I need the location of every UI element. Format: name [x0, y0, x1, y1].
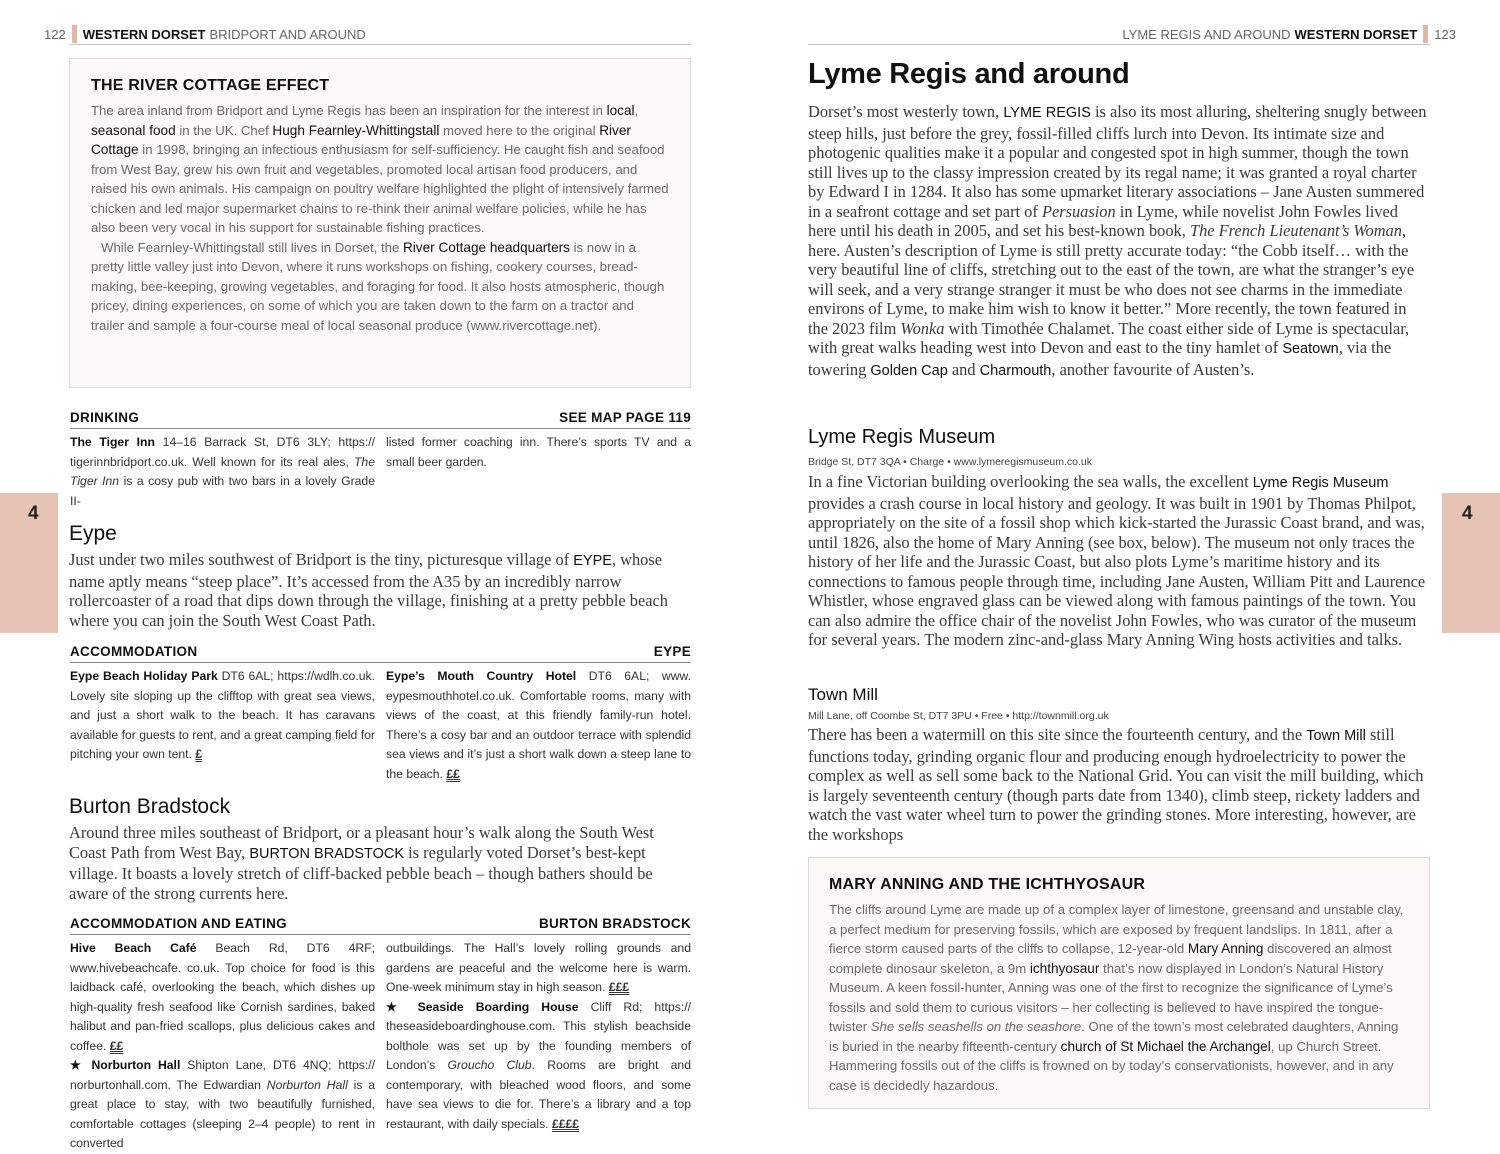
museum-heading: Lyme Regis Museum: [808, 426, 996, 448]
box-title: MARY ANNING AND THE ICHTHYOSAUR: [829, 876, 1146, 893]
mary-anning-box: [808, 857, 1430, 1109]
burton-bradstock-body: Around three miles southeast of Bridport, or a pleasant hour’s walk along the South West Coast Path from West Bay, BURTON BRADSTOCK is regularly voted Dorset’s best-kept village. It boasts a lovely stretch of cliff-backed pebble beach – though bathers should be aware of the strong currents here.: [69, 823, 654, 903]
chapter-number: 4: [1462, 503, 1473, 524]
italic-text: She sells seashells on the seashore: [870, 1019, 1082, 1034]
highlight-text: LYME REGIS: [1003, 105, 1091, 121]
list-label: DRINKING: [70, 410, 140, 425]
burton-accommodation-header: [70, 916, 691, 935]
header-subsection: BRIDPORT AND AROUND: [209, 26, 366, 42]
italic-text: Wonka: [900, 318, 945, 338]
burton-bradstock-heading: Burton Bradstock: [69, 795, 231, 818]
highlight-text: Eype Beach Holiday Park: [70, 669, 218, 683]
italic-text: Persuasion: [1041, 201, 1116, 221]
page-title: Lyme Regis and around: [808, 58, 1130, 90]
price-badge: ££££: [551, 1116, 580, 1131]
header-rule-left: [70, 44, 691, 45]
highlight-text: Golden Cap: [870, 362, 948, 379]
highlight-text: ★ Seaside Boarding House: [386, 999, 579, 1014]
italic-text: The Tiger Inn: [70, 454, 375, 488]
chapter-number: 4: [28, 503, 39, 524]
listing-column: Eype Beach Holiday Park DT6 6AL; https://wdlh.co.uk. Lovely site sloping up the clifftop with great sea views, and just a short walk to the beach. It has caravans available for guests to rent, and a great camping field for pitching your own tent. £: [70, 669, 375, 761]
header-accent-bar: [1423, 25, 1428, 43]
eype-accommodation-header: [70, 644, 691, 663]
highlight-text: Mary Anning: [1187, 941, 1264, 956]
see-map-link[interactable]: SEE MAP PAGE 119: [559, 410, 691, 425]
listing-column: listed former coaching inn. There’s sports TV and a small beer garden.: [386, 435, 691, 469]
price-badge: ££: [109, 1038, 124, 1053]
town-mill-body: There has been a watermill on this site since the fourteenth century, and the Town Mill still functions today, grinding organic flour and producing enough hydroelectricity to power the complex as well as sell some back to the National Grid. You can visit the mill building, which is largely seventeenth century (though parts date from 1340), climb steep, rickety ladders and watch the vast water wheel turn to power the grinding stones. More interesting, however, are the workshops: [808, 725, 1424, 844]
list-location: BURTON BRADSTOCK: [538, 916, 691, 931]
page-number-right: 123: [1434, 26, 1456, 42]
listing-column: Hive Beach Café Beach Rd, DT6 4RF; www.hivebeachcafe. co.uk. Top choice for food is this laidback café, overlooking the beach, which dishes up high-quality fresh seafood like Cornish sardines, baked halibut and pan-fried scallops, plus delicious cakes and coffee. ££ ★ Norburton Hall Shipton Lane, DT6 4NQ; https:// norburtonhall.com. The Edwardian Norburton Hall is a great place to stay, with two beautifully furnished, comfortable cottages (sleeping 2–4 people) to rent in converted: [70, 941, 375, 1150]
highlight-text: seasonal food: [91, 122, 176, 138]
chapter-tab-right[interactable]: [1442, 493, 1500, 633]
list-label: ACCOMMODATION: [70, 644, 198, 659]
running-header-right: [1122, 24, 1456, 44]
italic-text: The French Lieutenant’s Woman: [1189, 221, 1402, 240]
river-cottage-box: [69, 58, 691, 388]
header-subsection: LYME REGIS AND AROUND: [1122, 26, 1291, 42]
highlight-text: ichthyosaur: [1029, 960, 1100, 976]
running-header-left: [44, 24, 366, 44]
price-badge: ££: [446, 766, 460, 781]
listing-column: Eype’s Mouth Country Hotel DT6 6AL; www. eypesmouthhotel.co.uk. Comfortable rooms, many with views of the coast, at this friendly family-run hotel. There’s a cosy bar and an outdoor terrace with splendid sea views and it’s just a short walk down a steep lane to the beach. ££: [386, 669, 692, 781]
header-rule-right: [808, 44, 1430, 45]
italic-text: Norburton Hall: [266, 1077, 348, 1092]
lyme-regis-intro: Dorset’s most westerly town, LYME REGIS is also its most alluring, sheltering snugly between steep hills, just before the grey, fossil-filled cliffs lurch into Devon. Its intimate size and photogenic qualities make it a popular and congested spot in high summer, though the town still lives up to the classy impression created by its regal name; it was granted a royal charter by Edward I in 1284. It also has some upmarket literary associations – Jane Austen summered in a seafront cottage and set part of Persuasion in Lyme, while novelist John Fowles lived here until his death in 2005, and set his best-known book, The French Lieutenant’s Woman, here. Austen’s description of Lyme is still pretty accurate today: “the Cobb itself… with the very beautiful line of cliffs, stretching out to the east of the town, are what the stranger’s eye will seek, and a very strange stranger it must be who does not see charms in the immediate environs of Lyme, to make him wish to know it better.” More recently, the town featured in the 2023 film Wonka with Timothée Chalamet. The coast either side of Lyme is spectacular, with great walks heading west into Devon and east to the tiny hamlet of Seatown, via the towering Golden Cap and Charmouth, another favourite of Austen’s.: [808, 102, 1427, 379]
town-mill-heading: Town Mill: [808, 685, 878, 704]
highlight-text: Town Mill: [1306, 728, 1366, 744]
eype-heading: Eype: [69, 522, 117, 545]
eype-body: Just under two miles southwest of Bridport is the tiny, picturesque village of EYPE, whose name aptly means “steep place”. It’s accessed from the A35 by an incredibly narrow rollercoaster of a road that dips down through the village, finishing at a pretty pebble beach where you can join the South West Coast Path.: [69, 550, 668, 630]
highlight-text: ★ Norburton Hall: [70, 1058, 181, 1072]
museum-body: In a fine Victorian building overlooking the sea walls, the excellent Lyme Regis Museum provides a crash course in local history and geology. It was built in 1901 by Thomas Philpot, appropriately on the site of a fossil shop which kick-started the Jurassic Coast brand, and was, until 1826, also the home of Mary Anning (see box, below). The museum not only traces the history of her life and the Jurassic Coast, but also plots Lyme’s maritime history and its connections to famous people through time, including Jane Austen, William Pitt and Laurence Whistler, whose engraved glass can be viewed along with famous paintings of the town. You can also admire the office chair of the novelist John Fowles, who was curator of the museum for several years. The modern zinc-and-glass Mary Anning Wing hosts activities and talks.: [808, 472, 1426, 649]
italic-text: Groucho Club: [447, 1058, 532, 1072]
highlight-text: River Cottage headquarters: [402, 239, 570, 255]
highlight-text: local: [606, 103, 635, 118]
highlight-text: Hive Beach Café: [70, 941, 197, 955]
listing-column: The Tiger Inn 14–16 Barrack St, DT6 3LY; https:// tigerinnbridport.co.uk. Well known for its real ales, The Tiger Inn is a cosy pub with two bars in a lovely Grade II-: [70, 435, 375, 508]
box-paragraph: While Fearnley-Whittingstall still lives in Dorset, the River Cottage headquarters is now in a pretty little valley just into Devon, where it runs workshops on fishing, cookery courses, bread-making, bee-keeping, growing vegetables, and foraging for food. It also hosts atmospheric, though pricey, dining experiences, on some of which you are taken down to the farm on a tractor and trailer and sample a four-course meal of local seasonal produce (www.rivercottage.net).: [91, 239, 665, 333]
price-badge: £££: [608, 980, 630, 994]
town-mill-meta: Mill Lane, off Coombe St, DT7 3PU • Free • http://townmill.org.uk: [808, 710, 1109, 722]
listing-column: outbuildings. The Hall’s lovely rolling grounds and gardens are peaceful and the welcome here is warm. One-week minimum stay in high season. £££ ★ Seaside Boarding House Cliff Rd; https:// theseasideboardinghouse.com. This stylish beachside bolthole was set up by the founding members of London’s Groucho Club. Rooms are bright and contemporary, with bleached wood floors, and some have sea views to die for. There’s a library and a top restaurant, with daily specials. ££££: [386, 941, 692, 1131]
highlight-text: Eype’s Mouth Country Hotel: [386, 669, 577, 683]
page-number-left: 122: [44, 26, 66, 42]
box-title: THE RIVER COTTAGE EFFECT: [91, 77, 330, 94]
highlight-text: EYPE: [573, 553, 612, 569]
highlight-text: The Tiger Inn: [70, 435, 155, 449]
highlight-text: Hugh Fearnley-Whittingstall: [272, 122, 440, 138]
museum-meta: Bridge St, DT7 3QA • Charge • www.lymeregismuseum.co.uk: [808, 456, 1092, 468]
chapter-tab-left[interactable]: [0, 493, 58, 633]
drinking-list-header: [70, 410, 691, 429]
drinking-listings: [70, 433, 691, 511]
highlight-text: River Cottage: [91, 122, 631, 157]
header-accent-bar: [72, 25, 77, 43]
highlight-text: Seatown: [1282, 341, 1339, 357]
highlight-text: Charmouth: [979, 362, 1052, 379]
box-paragraph: The cliffs around Lyme are made up of a complex layer of limestone, greensand and unstable clay, a perfect medium for preserving fossils, which are exposed by frequent landslips. In 1811, after a fierce storm caused parts of the cliffs to collapse, 12-year-old Mary Anning discovered an almost complete dinosaur skeleton, a 9m ichthyosaur that’s now displayed in London’s Natural History Museum. A keen fossil-hunter, Anning was one of the first to recognize the significance of Lyme’s fossils and sold them to curious visitors – her collecting is believed to have inspired the tongue-twister She sells seashells on the seashore. One of the town’s most celebrated daughters, Anning is buried in the nearby fifteenth-century church of St Michael the Archangel, up Church Street. Hammering fossils out of the cliffs is frowned on by today’s conservationists, however, and in any case is decidedly hazardous.: [829, 902, 1404, 1093]
highlight-text: Lyme Regis Museum: [1252, 475, 1389, 491]
box-paragraph: The area inland from Bridport and Lyme Regis has been an inspiration for the interest in local, seasonal food in the UK. Chef Hugh Fearnley-Whittingstall moved here to the original River Cottage in 1998, bringing an infectious enthusiasm for self-sufficiency. He caught fish and seafood from West Bay, grew his own fruit and vegetables, promoted local artisan food producers, and raised his own animals. His campaign on poultry welfare highlighted the plight of intensively farmed chicken and led major supermarket chains to re-think their animal welfare policies, while he has also been very vocal in his support for sustainable fishing practices.: [91, 103, 669, 235]
header-section-bold: WESTERN DORSET: [82, 26, 206, 42]
eype-listings: [70, 667, 691, 784]
price-badge: £: [195, 747, 203, 761]
highlight-text: church of St Michael the Archangel: [1060, 1038, 1271, 1054]
highlight-text: BURTON BRADSTOCK: [249, 845, 405, 862]
header-section-bold: WESTERN DORSET: [1294, 26, 1418, 42]
list-label: ACCOMMODATION AND EATING: [70, 916, 287, 931]
list-location: EYPE: [653, 644, 691, 659]
burton-listings: [70, 939, 691, 1154]
